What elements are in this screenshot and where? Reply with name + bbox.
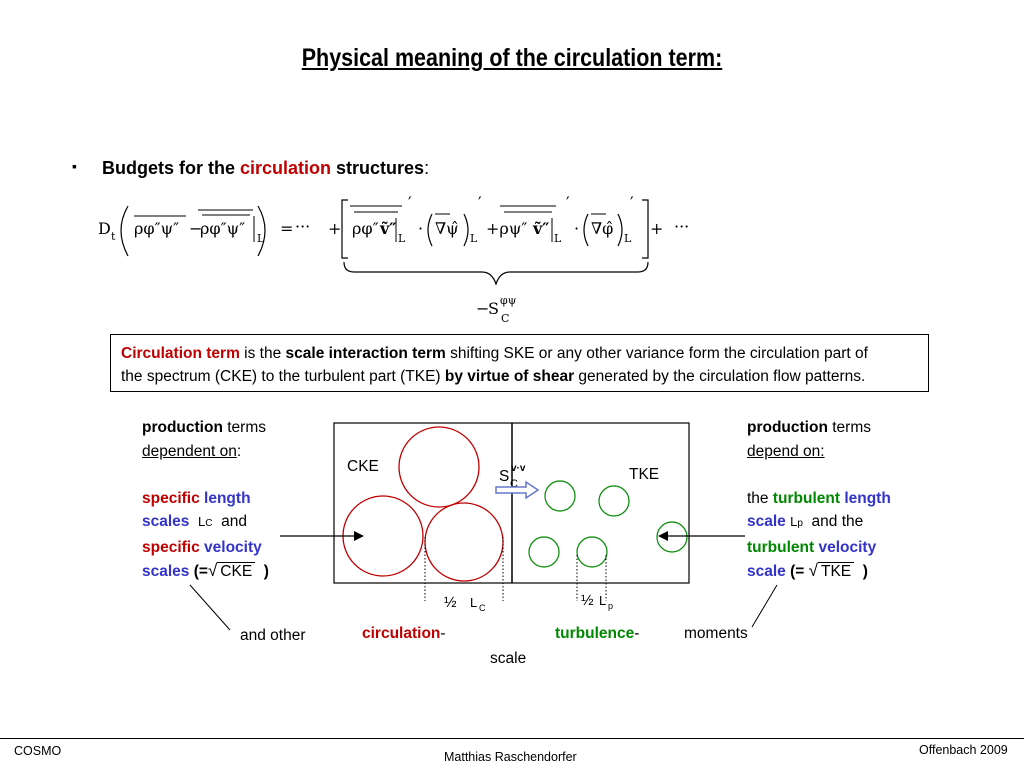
left-L-symbol: L <box>198 514 206 529</box>
footer-left: COSMO <box>14 744 62 758</box>
half-lc: ½ <box>444 594 457 611</box>
box-text-2: shifting SKE or any other variance form the circulation part of <box>445 345 868 362</box>
turbulence-label <box>555 625 639 643</box>
bullet-colon: : <box>424 158 430 178</box>
eq-equals: = <box>280 219 294 238</box>
eq-lhs-term2: ρφ″ψ″ <box>200 219 246 238</box>
eq-D: D <box>98 219 111 238</box>
half-lp: ½ <box>581 592 594 609</box>
brace-S: S <box>488 299 499 318</box>
turbulence-circle-4 <box>529 537 559 567</box>
right-L-symbol: L <box>790 514 798 529</box>
eq-rhs-v1: ṽ″ <box>380 219 397 238</box>
box-by-virtue: by virtue of shear <box>444 368 575 385</box>
eq-sub-L4: L <box>554 232 562 245</box>
eq-sub-t: t <box>111 230 116 243</box>
eq-prime3: ′ <box>566 193 570 212</box>
left-specific-1: specific <box>142 489 200 507</box>
right-L-sub: p <box>797 518 803 529</box>
circulation-dash: - <box>440 625 446 642</box>
eq-sub-L1: L <box>257 232 265 245</box>
right-paren-close: ) <box>862 563 868 580</box>
box-text-1: is the <box>239 345 286 362</box>
right-velocity: velocity <box>814 538 877 556</box>
bullet-marker: ▪ <box>72 158 77 174</box>
turbulence-dash: - <box>634 625 640 642</box>
footer-right: Offenbach 2009 <box>919 743 1008 757</box>
s-label: S <box>499 468 510 485</box>
left-terms: terms <box>222 419 266 436</box>
right-production: production <box>747 419 828 436</box>
box-circulation-term: Circulation term <box>121 345 240 362</box>
bullet-suffix: structures <box>331 158 425 178</box>
right-terms: terms <box>827 419 871 436</box>
right-pointer-arrowhead-icon <box>658 531 668 541</box>
eq-sub-L2: L <box>398 232 406 245</box>
left-sqrt-icon: √ <box>207 561 218 580</box>
left-scales-1: scales <box>142 513 190 530</box>
turbulence-circle-5 <box>577 537 607 567</box>
turbulence-word: turbulence <box>555 625 635 642</box>
s-sup: v·v <box>511 463 526 474</box>
right-turbulent-1: turbulent <box>772 489 841 507</box>
right-callout-line <box>752 585 777 627</box>
footer-divider <box>0 738 1024 739</box>
box-text-3: the spectrum (CKE) to the turbulent part (TKE) <box>121 368 445 385</box>
eq-sub-L5: L <box>624 232 632 245</box>
eq-dot2: · <box>574 219 580 238</box>
bullet-prefix: Budgets for the <box>102 158 240 178</box>
left-paren-open: (= <box>189 563 208 580</box>
right-the: the <box>747 489 773 507</box>
circulation-word: circulation <box>362 625 441 642</box>
turbulence-circle-1 <box>545 481 575 511</box>
left-scales-2: scales <box>142 563 190 580</box>
definition-box <box>110 334 929 392</box>
and-other-label: and other <box>240 627 306 644</box>
lc-label: L <box>470 595 478 610</box>
eq-lhs-term1: ρφ″ψ″ <box>134 219 180 238</box>
eq-dots2: ··· <box>674 217 690 236</box>
right-paren-open: (= <box>785 563 805 580</box>
circulation-label <box>362 625 446 643</box>
left-and: and <box>221 513 248 530</box>
bullet-text <box>102 158 429 179</box>
left-specific-2: specific <box>142 538 200 556</box>
right-sqrt-icon: √ <box>808 561 818 580</box>
moments-label: moments <box>684 625 748 642</box>
brace-sub: C <box>501 312 510 325</box>
eq-plus1: + <box>328 219 342 238</box>
circulation-circle-3 <box>425 503 503 581</box>
right-scale-1: scale <box>747 513 786 530</box>
left-callout-line <box>190 585 230 630</box>
left-L-sub: C <box>205 518 213 529</box>
brace-minus: − <box>476 299 490 318</box>
bullet-highlight: circulation <box>240 158 332 178</box>
right-length: length <box>840 489 891 507</box>
budget-equation <box>90 190 710 330</box>
scale-label: scale <box>490 650 527 667</box>
eq-grad-phi: ∇φ̂ <box>591 219 614 238</box>
eq-dot1: · <box>418 219 424 238</box>
eq-grad-psi: ∇ψ̂ <box>435 219 459 238</box>
eq-rhs-v2: ṽ″ <box>533 219 550 238</box>
slide-title: Physical meaning of the circulation term: <box>301 44 723 72</box>
eq-sub-L3: L <box>470 232 478 245</box>
circulation-circle-1 <box>399 427 479 507</box>
eq-lhs-minus: − <box>189 219 203 238</box>
left-pointer-arrowhead-icon <box>354 531 364 541</box>
eq-rhs-a: ρφ″ <box>352 219 379 238</box>
eq-tail-plus: + <box>650 219 664 238</box>
right-turbulent-2: turbulent <box>747 538 815 556</box>
left-cke: CKE <box>217 562 255 580</box>
right-depend-on: depend on: <box>747 442 825 460</box>
left-colon: : <box>236 442 242 460</box>
box-scale-interaction: scale interaction term <box>285 345 446 362</box>
eq-prime1: ′ <box>408 193 412 212</box>
footer-center: Matthias Raschendorfer <box>444 750 577 764</box>
eq-prime2: ′ <box>478 193 482 212</box>
eq-dots1: ··· <box>295 217 311 236</box>
tke-label: TKE <box>629 466 660 483</box>
left-dependent-on: dependent on <box>142 442 237 460</box>
lp-sub: p <box>608 601 614 611</box>
left-production: production <box>142 419 223 436</box>
brace-sup: φψ <box>500 294 517 307</box>
lp-label: L <box>599 593 607 608</box>
right-scale-2: scale <box>747 563 786 580</box>
left-length: length <box>199 489 251 507</box>
left-velocity: velocity <box>199 538 262 556</box>
eq-rhs-plus: +ρψ″ <box>486 219 528 238</box>
cke-label: CKE <box>347 458 379 475</box>
right-and-the: and the <box>811 513 864 530</box>
scale-diagram <box>180 415 780 640</box>
turbulence-circle-2 <box>599 486 629 516</box>
box-text-4: generated by the circulation flow patterns. <box>574 368 866 385</box>
left-paren-close: ) <box>263 563 269 580</box>
s-sub: C <box>510 478 518 490</box>
eq-prime4: ′ <box>630 193 634 212</box>
right-tke: TKE <box>818 562 854 580</box>
lc-sub: C <box>479 603 486 613</box>
